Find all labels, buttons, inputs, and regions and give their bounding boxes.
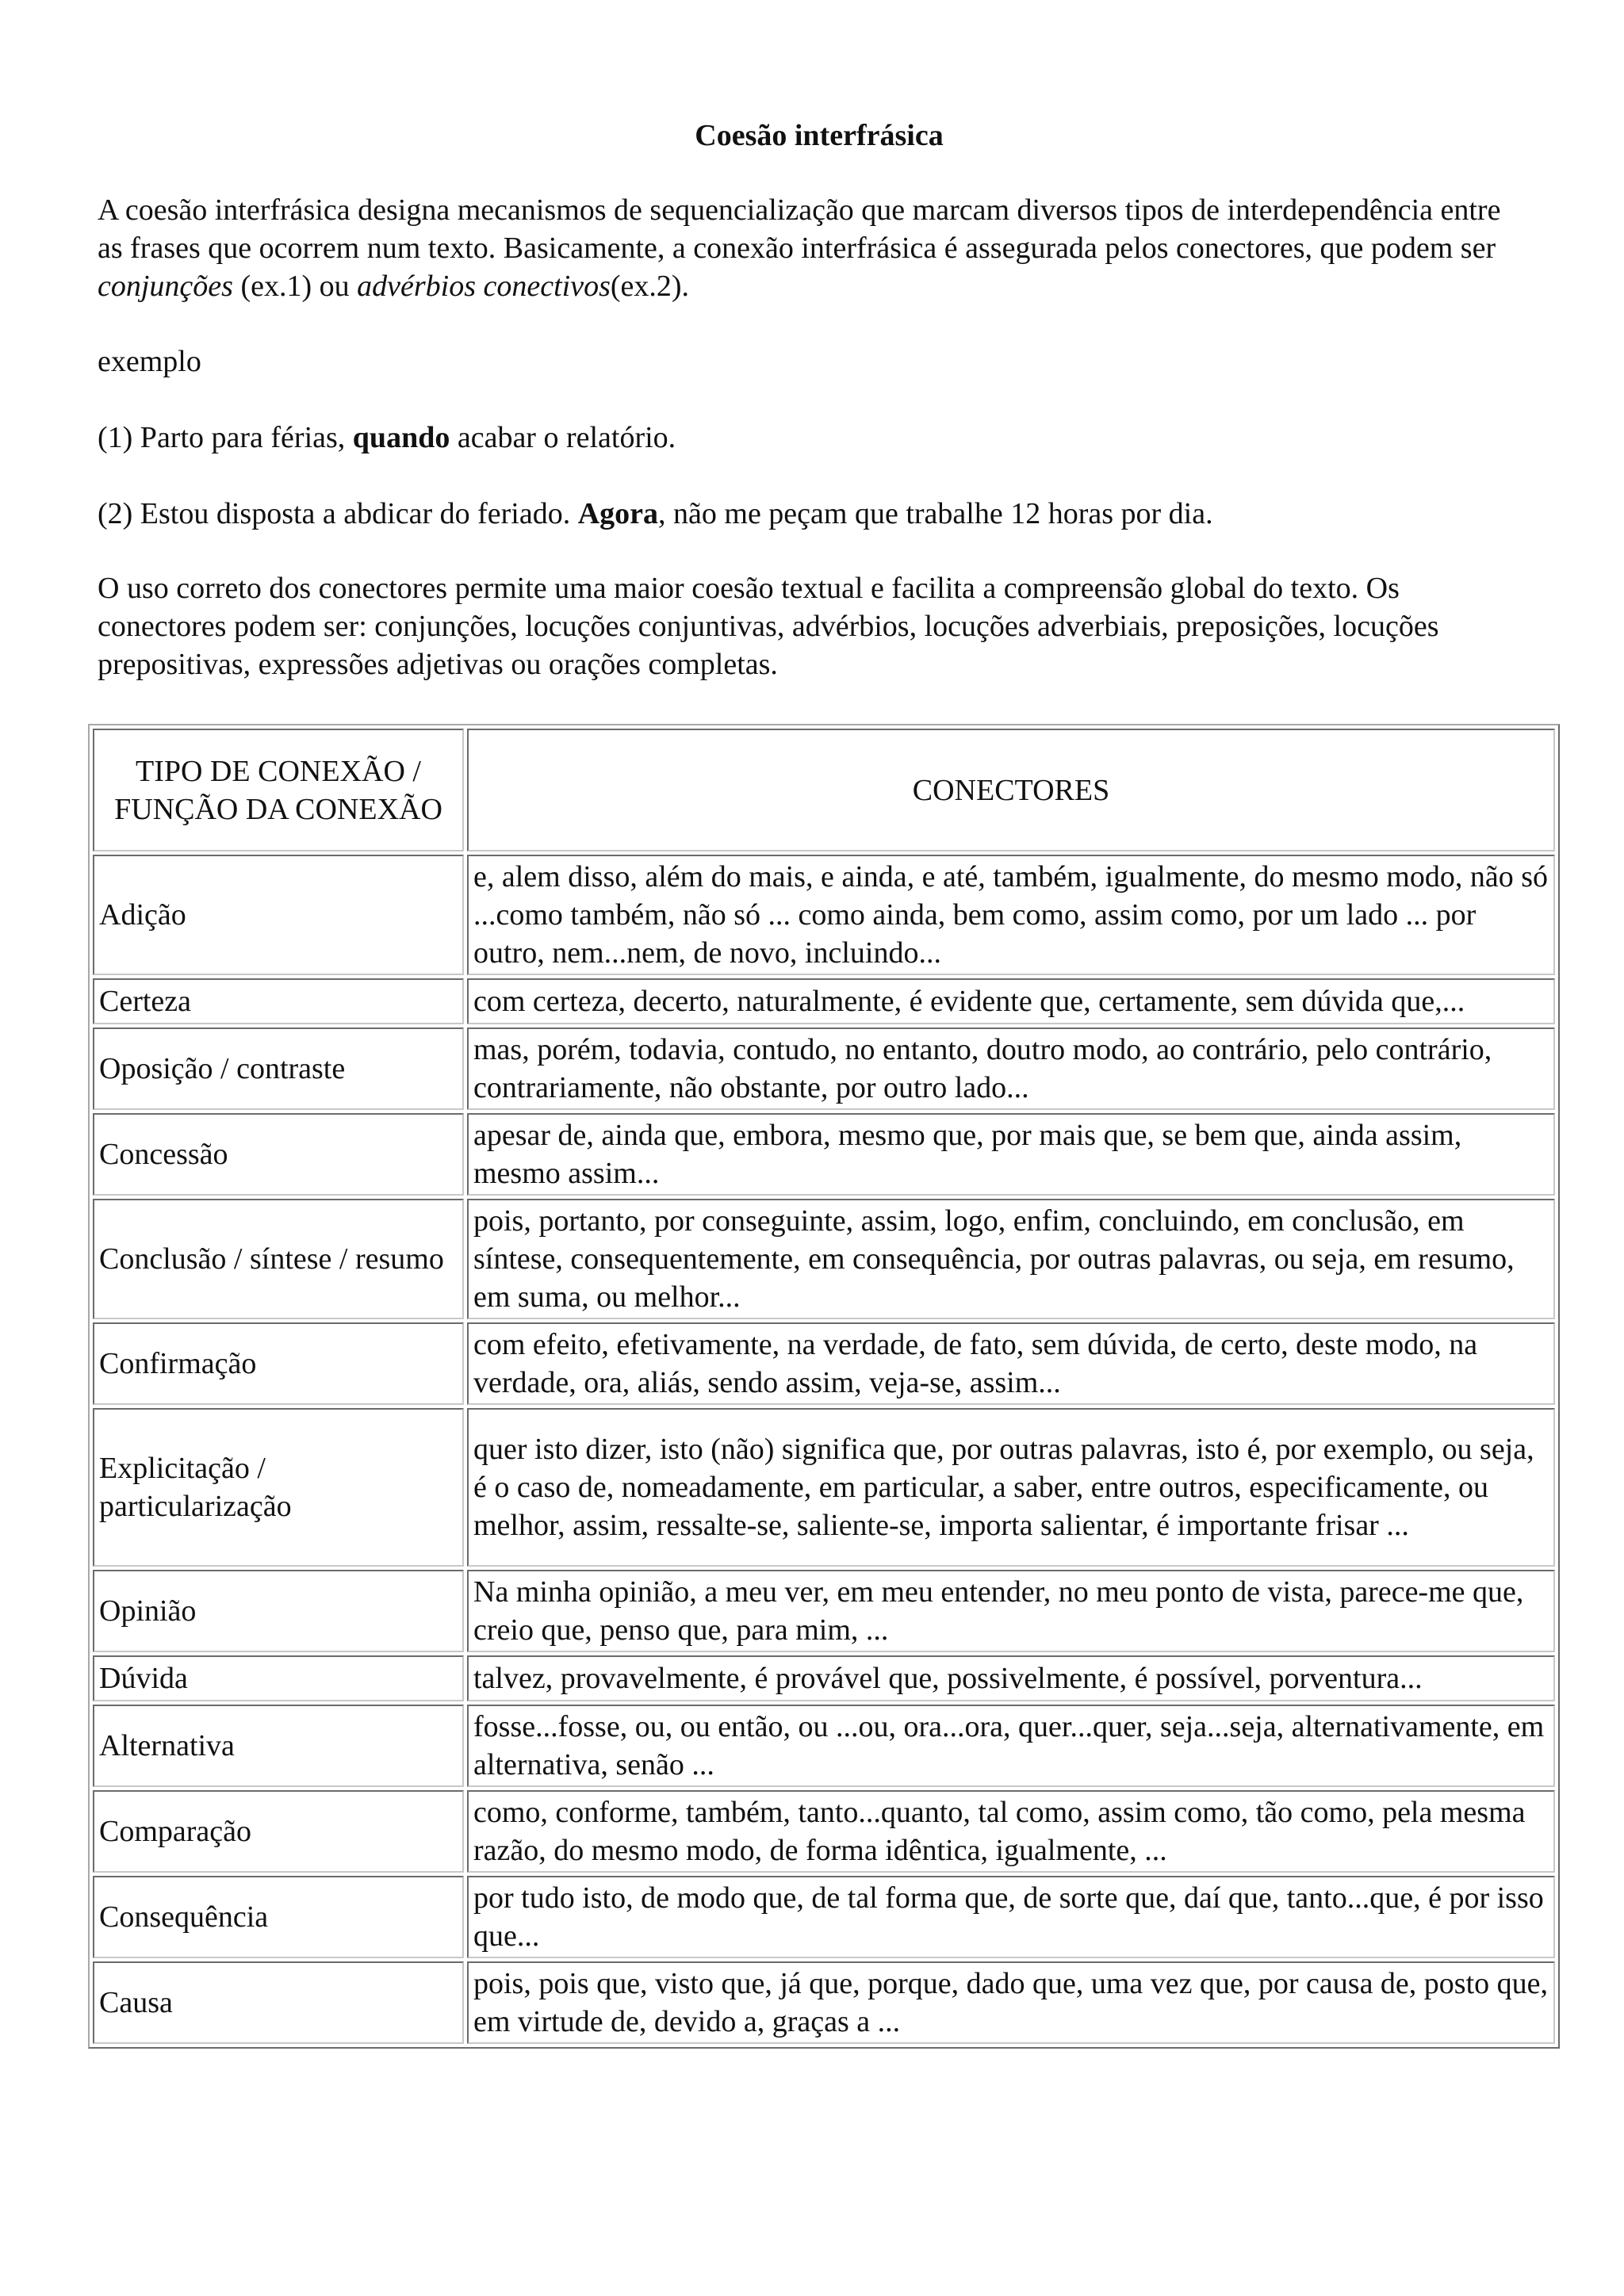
usage-paragraph: O uso correto dos conectores permite uma maior coesão textual e facilita a compreensão global do texto. Os conectores podem ser: conjunções, locuções conjuntivas, advérbios, locuções adverbiais, preposições, locuções prepositivas, expressões adjetivas ou orações completas. xyxy=(98,572,1439,681)
connection-type-cell: Oposição / contraste xyxy=(93,1027,464,1110)
table-row xyxy=(93,1790,1555,1873)
connectors-cell: mas, porém, todavia, contudo, no entanto, doutro modo, ao contrário, pelo contrário, contrariamente, não obstante, por outro lado... xyxy=(467,1027,1555,1110)
table-header-row xyxy=(93,729,1555,851)
connection-type-cell: Comparação xyxy=(93,1790,464,1873)
connectors-cell: apesar de, ainda que, embora, mesmo que, por mais que, se bem que, ainda assim, mesmo assim... xyxy=(467,1113,1555,1196)
connectors-cell: com certeza, decerto, naturalmente, é evidente que, certamente, sem dúvida que,... xyxy=(467,978,1555,1024)
example-2-before: (2) Estou disposta a abdicar do feriado. xyxy=(98,497,578,530)
example-1 xyxy=(98,419,1525,457)
table-row xyxy=(93,1876,1555,1958)
connectors-cell: talvez, provavelmente, é provável que, possivelmente, é possível, porventura... xyxy=(467,1655,1555,1701)
example-2-after: , não me peçam que trabalhe 12 horas por dia. xyxy=(658,497,1213,530)
table-row xyxy=(93,1705,1555,1787)
connection-type-cell: Adição xyxy=(93,855,464,975)
table-row xyxy=(93,1408,1555,1567)
header-connectors: CONECTORES xyxy=(467,729,1555,851)
table-row xyxy=(93,855,1555,975)
connectors-cell: quer isto dizer, isto (não) significa que, por outras palavras, isto é, por exemplo, ou seja, é o caso de, nomeadamente, em particular, a saber, entre outros, especificamente, ou melhor, assim, ressalte-se, saliente-se, importa salientar, é importante frisar ... xyxy=(467,1408,1555,1567)
table-row xyxy=(93,978,1555,1024)
connectors-cell: pois, pois que, visto que, já que, porque, dado que, uma vez que, por causa de, posto que, em virtude de, devido a, graças a ... xyxy=(467,1961,1555,2044)
connectors-table-body xyxy=(93,729,1555,2044)
table-row xyxy=(93,1570,1555,1652)
connectors-cell: fosse...fosse, ou, ou então, ou ...ou, ora...ora, quer...quer, seja...seja, alternativamente, em alternativa, senão ... xyxy=(467,1705,1555,1787)
header-connection-type: TIPO DE CONEXÃO / FUNÇÃO DA CONEXÃO xyxy=(93,729,464,851)
intro-text-3: (ex.2). xyxy=(610,270,690,303)
connection-type-cell: Conclusão / síntese / resumo xyxy=(93,1199,464,1319)
connection-type-cell: Causa xyxy=(93,1961,464,2044)
table-row xyxy=(93,1961,1555,2044)
table-row xyxy=(93,1322,1555,1405)
intro-italic-conjuncoes: conjunções xyxy=(98,270,233,303)
example-1-bold: quando xyxy=(352,421,450,454)
connectors-cell: como, conforme, também, tanto...quanto, tal como, assim como, tão como, pela mesma razão, do mesmo modo, de forma idêntica, igualmente, ... xyxy=(467,1790,1555,1873)
connectors-table xyxy=(88,724,1560,2049)
connection-type-cell: Certeza xyxy=(93,978,464,1024)
intro-text-2: (ex.1) ou xyxy=(232,270,358,303)
connectors-cell: e, alem disso, além do mais, e ainda, e até, também, igualmente, do mesmo modo, não só ...como também, não só ... como ainda, bem como, assim como, por um lado ... por outro, nem...nem, de novo, incluindo... xyxy=(467,855,1555,975)
connection-type-cell: Alternativa xyxy=(93,1705,464,1787)
table-row xyxy=(93,1113,1555,1196)
table-row xyxy=(93,1199,1555,1319)
page-title: Coesão interfrásica xyxy=(695,119,944,152)
connection-type-cell: Dúvida xyxy=(93,1655,464,1701)
connectors-cell: por tudo isto, de modo que, de tal forma que, de sorte que, daí que, tanto...que, é por isso que... xyxy=(467,1876,1555,1958)
example-2 xyxy=(98,495,1525,533)
connectors-cell: pois, portanto, por conseguinte, assim, logo, enfim, concluindo, em conclusão, em síntese, consequentemente, em consequência, por outras palavras, ou seja, em resumo, em suma, ou melhor... xyxy=(467,1199,1555,1319)
connection-type-cell: Opinião xyxy=(93,1570,464,1652)
table-row xyxy=(93,1655,1555,1701)
exemplo-label: exemplo xyxy=(98,345,201,378)
connection-type-cell: Explicitação / particularização xyxy=(93,1408,464,1567)
connection-type-cell: Concessão xyxy=(93,1113,464,1196)
intro-text-1: A coesão interfrásica designa mecanismos de sequencialização que marcam diversos tipos de interdependência entre as frases que ocorrem num texto. Basicamente, a conexão interfrásica é assegurada pelos conectores, que podem ser xyxy=(98,193,1501,265)
example-1-after: acabar o relatório. xyxy=(450,421,676,454)
intro-paragraph xyxy=(98,191,1509,305)
table-row xyxy=(93,1027,1555,1110)
example-1-before: (1) Parto para férias, xyxy=(98,421,353,454)
intro-italic-adverbios: advérbios conectivos xyxy=(357,270,611,303)
connection-type-cell: Confirmação xyxy=(93,1322,464,1405)
connectors-cell: com efeito, efetivamente, na verdade, de fato, sem dúvida, de certo, deste modo, na verdade, ora, aliás, sendo assim, veja-se, assim... xyxy=(467,1322,1555,1405)
connection-type-cell: Consequência xyxy=(93,1876,464,1958)
connectors-cell: Na minha opinião, a meu ver, em meu entender, no meu ponto de vista, parece-me que, creio que, penso que, para mim, ... xyxy=(467,1570,1555,1652)
example-2-bold: Agora xyxy=(577,497,659,530)
